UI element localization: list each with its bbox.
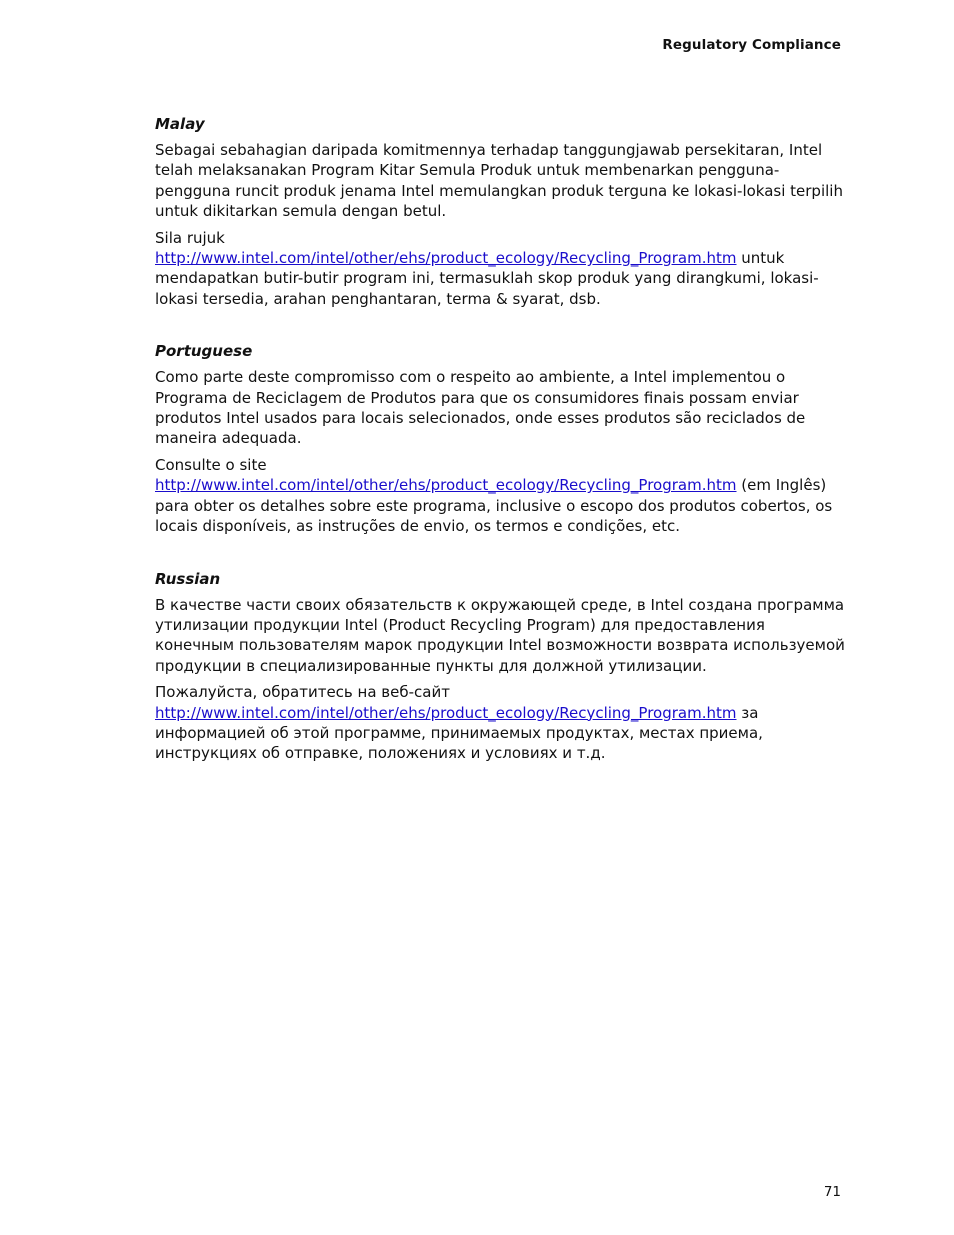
recycling-program-link[interactable]: http://www.intel.com/intel/other/ehs/product_ecology/Recycling_Program.htm xyxy=(155,703,737,722)
running-header: Regulatory Compliance xyxy=(662,37,841,53)
section-paragraph: В качестве части своих обязательств к окружающей среде, в Intel создана программа утилизации продукции Intel (Product Recycling Program) для предоставления конечным пользователям марок продукции Intel возможности возврата используемой продукции в специализированные пункты для должной утилизации. xyxy=(155,595,845,675)
section-link-paragraph xyxy=(155,455,845,537)
recycling-program-link[interactable]: http://www.intel.com/intel/other/ehs/product_ecology/Recycling_Program.htm xyxy=(155,476,737,495)
section-portuguese xyxy=(155,341,845,536)
section-title: Malay xyxy=(155,115,205,133)
section-title: Russian xyxy=(155,569,221,588)
section-link-paragraph xyxy=(155,682,845,764)
recycling-program-link[interactable]: http://www.intel.com/intel/other/ehs/product_ecology/Recycling_Program.htm xyxy=(155,249,737,268)
section-paragraph: Sebagai sebahagian daripada komitmennya terhadap tanggungjawab persekitaran, Intel telah melaksanakan Program Kitar Semula Produk untuk membenarkan pengguna-pengguna runcit produk jenama Intel memulangkan produk terguna ke lokasi-lokasi terpilih untuk dikitarkan semula dengan betul. xyxy=(155,141,843,221)
section-title: Portuguese xyxy=(155,342,253,361)
link-after-text: (em Inglês) para obter os detalhes sobre este programa, inclusive o escopo dos produtos cobertos, os locais disponíveis, as instruções de envio, os termos e condições, etc. xyxy=(155,476,833,536)
link-intro: Consulte o site xyxy=(155,455,267,474)
section-malay xyxy=(155,114,845,309)
link-after-text: untuk mendapatkan butir-butir program ini, termasuklah skop produk yang dirangkumi, lokasi-lokasi tersedia, arahan penghantaran, terma & syarat, dsb. xyxy=(155,249,819,308)
link-after-text: за информацией об этой программе, принимаемых продуктах, местах приема, инструкциях об отправке, положениях и условиях и т.д. xyxy=(155,703,763,763)
link-intro: Пожалуйста, обратитесь на веб-сайт xyxy=(155,683,450,702)
section-link-paragraph xyxy=(155,228,845,310)
section-paragraph: Como parte deste compromisso com o respeito ao ambiente, a Intel implementou o Programa de Reciclagem de Produtos para que os consumidores finais possam enviar produtos Intel usados para locais selecionados, onde esses produtos são reciclados de maneira adequada. xyxy=(155,368,806,448)
section-russian xyxy=(155,569,845,764)
page-number: 71 xyxy=(823,1184,841,1200)
link-intro: Sila rujuk xyxy=(155,228,225,247)
document-body xyxy=(155,114,845,796)
